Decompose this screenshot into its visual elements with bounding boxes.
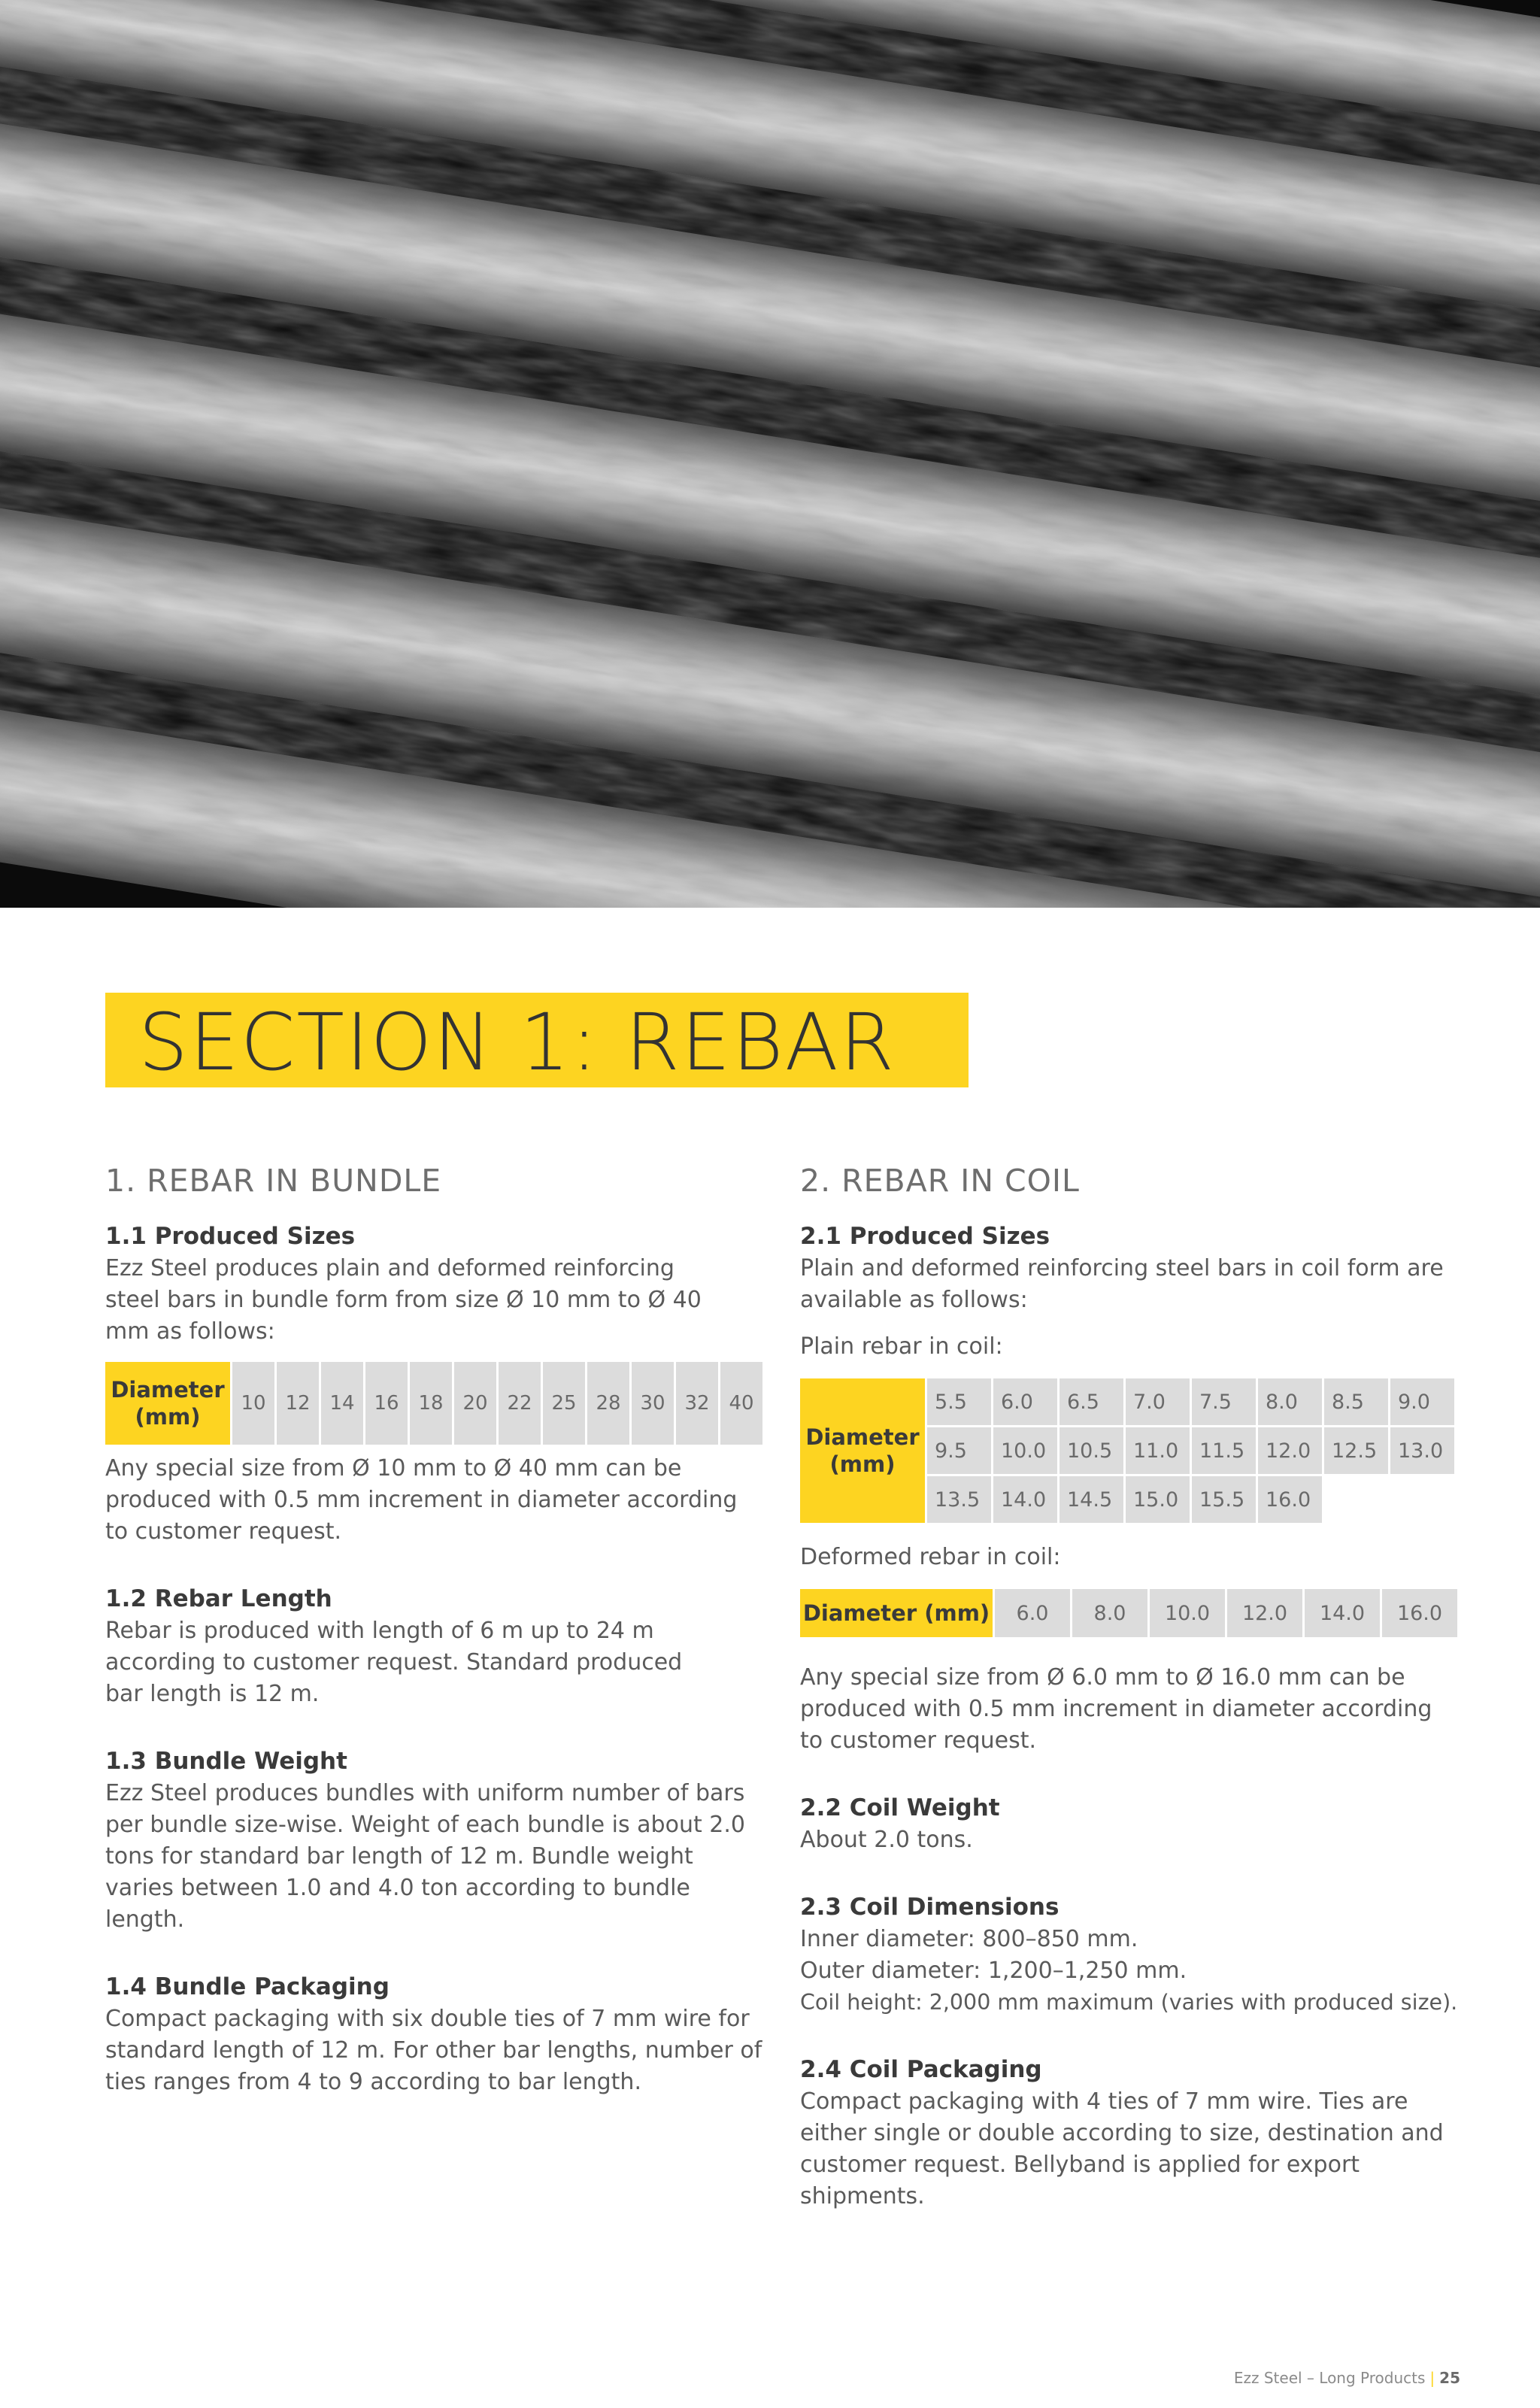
- diameter-cell: 30: [632, 1362, 674, 1445]
- diameter-cell: 12.0: [1258, 1427, 1322, 1474]
- diameter-cell: 9.5: [927, 1427, 991, 1474]
- bundle-packaging-text: Compact packaging with six double ties of 7 mm wire for standard length of 12 m. For other bar lengths, number of ties ranges from 4 to 9 according to bar length.: [105, 2006, 762, 2095]
- coil-special-size-note: Any special size from Ø 6.0 mm to Ø 16.0 mm can be produced with 0.5 mm increment in diameter according to customer request.: [800, 1664, 1432, 1754]
- coil-produced-sizes-title: 2.1 Produced Sizes: [800, 1223, 1050, 1250]
- diameter-cell: 7.0: [1126, 1378, 1190, 1425]
- coil-packaging-title: 2.4 Coil Packaging: [800, 2056, 1042, 2083]
- page-number: 25: [1439, 2369, 1460, 2387]
- diameter-cell: 25: [543, 1362, 585, 1445]
- diameter-cell: 16.0: [1258, 1476, 1322, 1523]
- bundle-weight-title: 1.3 Bundle Weight: [105, 1748, 347, 1775]
- diameter-cell: 10.5: [1060, 1427, 1123, 1474]
- diameter-cell: 8.5: [1324, 1378, 1388, 1425]
- diameter-cell: 12.0: [1227, 1589, 1302, 1637]
- diameter-cell: 9.0: [1390, 1378, 1454, 1425]
- outer-diameter-line: Outer diameter: 1,200–1,250 mm.: [800, 1958, 1187, 1984]
- diameter-cell: 13.0: [1390, 1427, 1454, 1474]
- section-title: SECTION 1: REBAR: [138, 996, 896, 1088]
- page-footer: [1234, 2369, 1460, 2387]
- diameter-cell: 12.5: [1324, 1427, 1388, 1474]
- plain-coil-diameter-table: [798, 1376, 1457, 1525]
- coil-weight-text: About 2.0 tons.: [800, 1827, 973, 1853]
- diameter-cell: 10: [232, 1362, 274, 1445]
- deformed-coil-diameter-table: [798, 1587, 1460, 1639]
- bundle-packaging-title: 1.4 Bundle Packaging: [105, 1973, 390, 2000]
- footer-separator: |: [1429, 2369, 1435, 2387]
- diameter-label: Diameter (mm): [105, 1362, 230, 1445]
- deformed-rebar-label: Deformed rebar in coil:: [800, 1544, 1061, 1570]
- produced-sizes-title: 1.1 Produced Sizes: [105, 1223, 356, 1250]
- diameter-cell: 10.0: [993, 1427, 1057, 1474]
- diameter-cell: 14.0: [993, 1476, 1057, 1523]
- diameter-cell: 28: [587, 1362, 629, 1445]
- empty-cell: [1324, 1476, 1388, 1523]
- rebar-in-bundle-heading: 1. REBAR IN BUNDLE: [105, 1163, 442, 1199]
- plain-diameter-label: Diameter (mm): [800, 1378, 925, 1523]
- diameter-cell: 6.0: [993, 1378, 1057, 1425]
- rebar-in-coil-column: [800, 1158, 1462, 2212]
- diameter-cell: 16: [365, 1362, 408, 1445]
- rebar-in-coil-heading: 2. REBAR IN COIL: [800, 1163, 1080, 1199]
- diameter-cell: 20: [454, 1362, 496, 1445]
- diameter-cell: 14.0: [1305, 1589, 1380, 1637]
- rebar-length-text: Rebar is produced with length of 6 m up to 24 m according to customer request. Standard produced bar length is 12 m.: [105, 1618, 683, 1707]
- coil-weight-title: 2.2 Coil Weight: [800, 1794, 1000, 1821]
- deformed-diameter-label: Diameter (mm): [800, 1589, 993, 1637]
- diameter-cell: 10.0: [1150, 1589, 1225, 1637]
- coil-dimensions-title: 2.3 Coil Dimensions: [800, 1894, 1060, 1921]
- bundle-weight-text: Ezz Steel produces bundles with uniform number of bars per bundle size-wise. Weight of each bundle is about 2.0 tons for standard bar length of 12 m. Bundle weight varies between 1.0 and 4.0 ton according to bundle length.: [105, 1780, 745, 1933]
- section-banner: [105, 993, 969, 1087]
- plain-rebar-label: Plain rebar in coil:: [800, 1333, 1003, 1360]
- produced-sizes-text: Ezz Steel produces plain and deformed reinforcing steel bars in bundle form from size Ø 10 mm to Ø 40 mm as follows:: [105, 1255, 702, 1345]
- footer-text: Ezz Steel – Long Products: [1233, 2369, 1426, 2387]
- rebar-in-bundle-column: [105, 1158, 767, 2098]
- inner-diameter-line: Inner diameter: 800–850 mm.: [800, 1926, 1138, 1952]
- diameter-cell: 18: [410, 1362, 452, 1445]
- rebar-length-title: 1.2 Rebar Length: [105, 1585, 332, 1612]
- diameter-cell: 7.5: [1192, 1378, 1256, 1425]
- bundle-diameter-table: [103, 1360, 765, 1447]
- coil-height-line: Coil height: 2,000 mm maximum (varies with produced size).: [800, 1990, 1458, 2015]
- diameter-cell: 14: [321, 1362, 363, 1445]
- diameter-cell: 16.0: [1382, 1589, 1457, 1637]
- diameter-cell: 15.0: [1126, 1476, 1190, 1523]
- hero-rebar-photo: [0, 0, 1540, 908]
- diameter-cell: 32: [676, 1362, 718, 1445]
- empty-cell: [1390, 1476, 1454, 1523]
- diameter-cell: 6.0: [995, 1589, 1070, 1637]
- diameter-cell: 11.5: [1192, 1427, 1256, 1474]
- diameter-cell: 5.5: [927, 1378, 991, 1425]
- diameter-cell: 22: [499, 1362, 541, 1445]
- diameter-cell: 8.0: [1072, 1589, 1147, 1637]
- diameter-cell: 14.5: [1060, 1476, 1123, 1523]
- diameter-cell: 13.5: [927, 1476, 991, 1523]
- diameter-cell: 6.5: [1060, 1378, 1123, 1425]
- coil-packaging-text: Compact packaging with 4 ties of 7 mm wire. Ties are either single or double according to size, destination and customer request. Bellyband is applied for export shipments.: [800, 2088, 1444, 2209]
- diameter-cell: 15.5: [1192, 1476, 1256, 1523]
- diameter-cell: 40: [720, 1362, 762, 1445]
- special-size-note: Any special size from Ø 10 mm to Ø 40 mm can be produced with 0.5 mm increment in diameter according to customer request.: [105, 1455, 738, 1545]
- diameter-cell: 12: [277, 1362, 319, 1445]
- coil-produced-sizes-text: Plain and deformed reinforcing steel bars in coil form are available as follows:: [800, 1255, 1444, 1313]
- diameter-cell: 11.0: [1126, 1427, 1190, 1474]
- diameter-cell: 8.0: [1258, 1378, 1322, 1425]
